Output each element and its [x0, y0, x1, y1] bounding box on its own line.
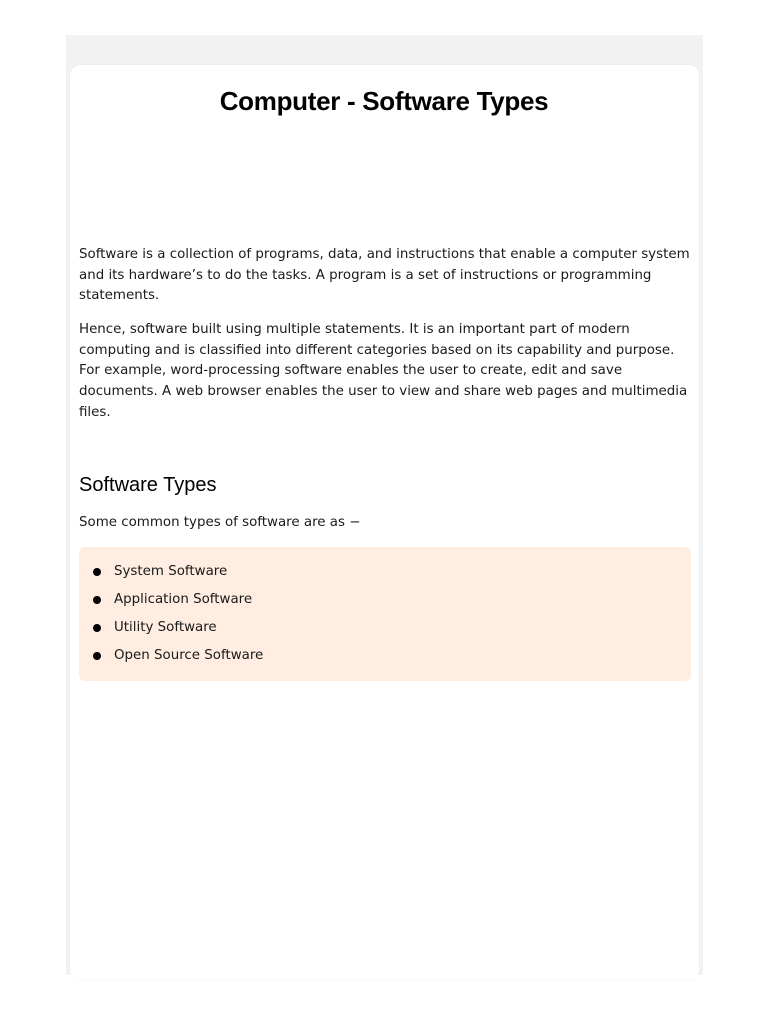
list-item-label: Application Software: [114, 592, 253, 607]
bullet-icon: [93, 624, 101, 632]
list-item: [79, 646, 691, 674]
bullet-icon: [93, 568, 101, 576]
list-item: [79, 590, 691, 618]
page-title: Computer - Software Types: [219, 86, 549, 116]
list-item-label: System Software: [114, 564, 228, 579]
list-item-label: Open Source Software: [114, 648, 264, 663]
list-item-label: Utility Software: [114, 620, 217, 635]
bullet-icon: [93, 652, 101, 660]
software-types-list: [79, 547, 691, 681]
section-intro: Some common types of software are as −: [79, 515, 361, 530]
bullet-icon: [93, 596, 101, 604]
intro-paragraph: Software is a collection of programs, data, and instructions that enable a computer system and its hardware’s to do the tasks. A program is a set of instructions or programming statements.: [79, 247, 690, 304]
list-item: [79, 618, 691, 646]
list-item: [79, 562, 691, 590]
detail-paragraph: Hence, software built using multiple statements. It is an important part of modern computing and is classified into different categories based on its capability and purpose. For example, word-processing software enables the user to create, edit and save documents. A web browser enables the user to view and share web pages and multimedia files.: [79, 322, 688, 420]
section-heading: Software Types: [79, 474, 217, 496]
